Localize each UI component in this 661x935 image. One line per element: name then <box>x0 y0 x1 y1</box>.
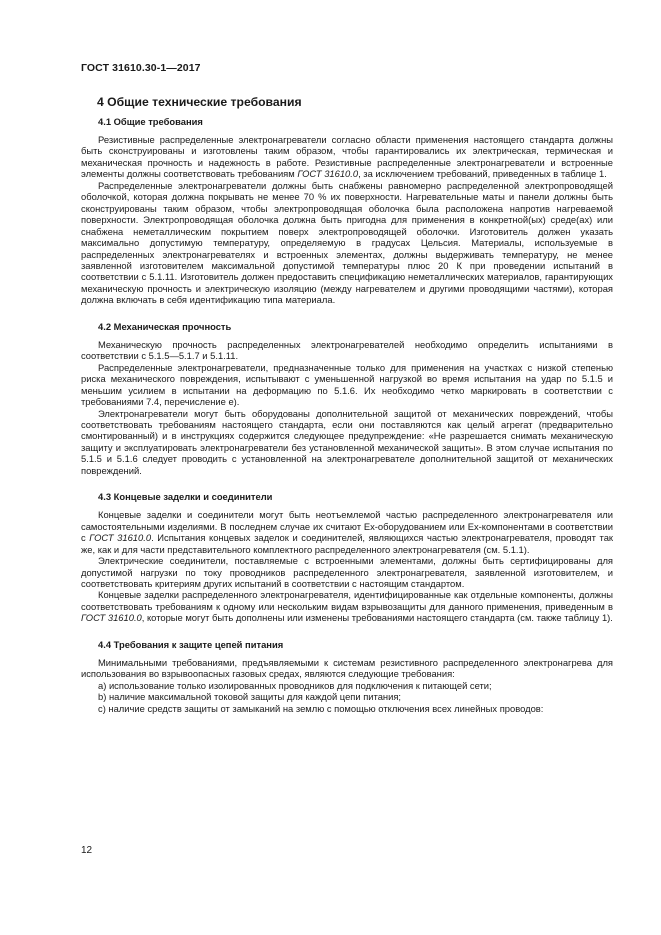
standard-reference: ГОСТ 31610.0 <box>89 532 152 544</box>
subsection-heading-4-4: 4.4 Требования к защите цепей питания <box>98 638 284 650</box>
document-header: ГОСТ 31610.30-1—2017 <box>81 62 201 74</box>
paragraph: Резистивные распределенные электронагреватели согласно области применения настоящего стандарта должны быть сконструированы и изготовлены таким образом, чтобы гарантировались их электрическая, термическая и механическая прочность и надежность в работе. Резистивные распределенные электронагреватели и встроенные элементы должны соответствовать требованиям ГОСТ 31610.0, за исключением требований, приведенных в таблице 1. <box>81 134 613 180</box>
paragraph: Концевые заделки и соединители могут быть неотъемлемой частью распределенного электронагревателя или самостоятельными изделиями. В последнем случае их считают Ех-оборудованием или Ех-компонентами в соответствии с ГОСТ 31610.0. Испытания концевых заделок и соединителей, являющихся частью электронагревателя, проводят так же, как и для части представительного комплектного распределенного электронагревателя (см. 5.1.1). <box>81 509 614 555</box>
paragraph: Электронагреватели могут быть оборудованы дополнительной защитой от механических повреждений, чтобы соответствовать требованиям настоящего стандарта, если они поставляются как целый агрегат (предварительно смонтированный) и в инструкциях содержится следующее предупреждение: «Не разрешается снимать механическую защиту и эксплуатировать электронагреватели без установленной механической защиты». В этом случае испытания по 5.1.5 и 5.1.6 следует проводить с установленной на электронагревателе дополнительной защитой от механических повреждений. <box>81 407 613 476</box>
paragraph: Распределенные электронагреватели должны быть снабжены равномерно распределенной электропроводящей оболочкой, которая должна покрывать не менее 70 % их поверхности. Нагревательные маты и панели должны быть сконструированы таким образом, чтобы электропроводящая оболочка была расположена напротив нагреваемой поверхности. Электропроводящая оболочка должна быть пригодна для применения в конкретной(ых) среде(ах) или снабжена неметаллическим покрытием поверх электропроводящей оболочки. Изготовитель должен указать максимально допустимую температуру, определяемую в градусах Цельсия. Материалы, используемые в распределенных электронагревателях и встроенных элементах, должны выдерживать температуру, не менее заявленной изготовителем максимальной допустимой температуры плюс 20 К при проведении испытаний в соответствии с 5.1.11. Изготовитель должен предоставить спецификацию неметаллических материалов, гарантирующих механическую прочность и электрическую изоляцию (между нагревателем и другими проводящими частями), которая должна включать в себя идентификацию типа материала. <box>81 179 613 306</box>
list-item: b) наличие максимальной токовой защиты для каждой цепи питания; <box>98 691 402 703</box>
paragraph: Распределенные электронагреватели, предназначенные только для применения на участках с низкой степенью риска механического повреждения, испытывают с уменьшенной нагрузкой во время испытания на удар по 5.1.5 и меньшим усилием в испытании на деформацию по 5.1.6. Их необходимо четко маркировать в соответствии с требованиями 7.4, перечисление е). <box>81 361 613 408</box>
subsection-heading-4-1: 4.1 Общие требования <box>98 116 203 127</box>
paragraph: Механическую прочность распределенных электронагревателей необходимо определить испытаниями в соответствии с 5.1.5—5.1.7 и 5.1.11. <box>81 338 613 362</box>
subsection-heading-4-3: 4.3 Концевые заделки и соединители <box>98 491 273 503</box>
standard-reference: ГОСТ 31610.0 <box>297 168 359 180</box>
list-item: а) использование только изолированных проводников для подключения к питающей сети; <box>98 679 492 691</box>
subsection-heading-4-2: 4.2 Механическая прочность <box>98 320 232 332</box>
paragraph: Минимальными требованиями, предъявляемыми к системам резистивного распределенного электронагрева для использования во взрывоопасных газовых средах, являются следующие требования: <box>81 656 613 680</box>
standard-reference: ГОСТ 31610.0 <box>81 612 142 624</box>
list-item: с) наличие средств защиты от замыканий на землю с помощью отключения всех линейных проводов: <box>98 702 544 714</box>
section-heading: 4 Общие технические требования <box>97 95 302 109</box>
paragraph: Электрические соединители, поставляемые с встроенными элементами, должны быть сертифицированы для допустимой нагрузки по току проводников распределенного электронагревателя, заявленной изготовителем, и соответствовать критериям других испытаний в соответствии с настоящим стандартом. <box>81 555 613 589</box>
page-number: 12 <box>81 845 93 856</box>
paragraph: Концевые заделки распределенного электронагревателя, идентифицированные как отдельные компоненты, должны соответствовать требованиям к одному или нескольким видам взрывозащиты для данного применения, приведенным в ГОСТ 31610.0, которые могут быть дополнены или изменены требованиями настоящего стандарта (см. также таблицу 1). <box>81 589 613 624</box>
